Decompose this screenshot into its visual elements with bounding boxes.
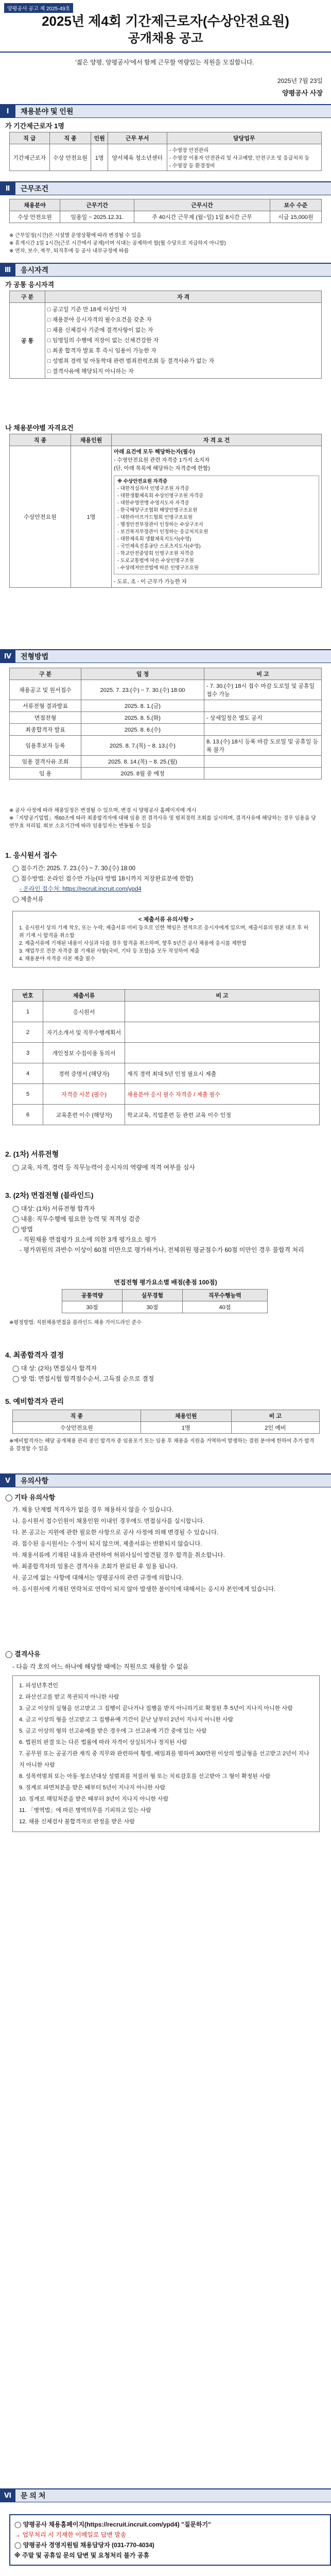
t7-header: 직 종 [13, 1410, 141, 1422]
s1-item: ◯ 접수방법: 온라인 접수만 가능(타 방법 18시까지 저장완료분에 한함) [12, 876, 193, 882]
section-4-title: 전형방법 [21, 652, 49, 660]
docs-cell: 2 [13, 1022, 43, 1043]
t4-cell: 1명 [71, 446, 112, 588]
docs-cell: 응시원서 [43, 1002, 125, 1022]
s4-item: ◯ 방 법: 면접시험 합격점수순서, 고득점 순으로 결정 [12, 1375, 154, 1382]
t1-cell: 수상 안전요원 [49, 144, 91, 171]
t5-cell: 면접전형 [10, 712, 81, 724]
s6-item: 마. 채용서류에 기재된 내용과 관련하여 허위사실이 발견될 경우 합격을 취소합니다. [12, 1552, 225, 1558]
qual-item: □ 공고일 기준 만 18세 이상인 자 [47, 307, 127, 313]
t7-header: 채용인원 [141, 1410, 231, 1422]
t4-header: 자 격 요 건 [112, 434, 322, 446]
docs-cell: 학교교육, 직업훈련 등 관련 교육 이수 인정 [125, 1105, 320, 1125]
t2-header: 근무기간 [60, 199, 134, 211]
docs-header: 번호 [13, 990, 43, 1002]
t2-cell: 수상 안전요원 [10, 211, 60, 223]
s2-item: ◯ 교육, 자격, 경력 등 직무능력이 응시자의 역량에 적격 여부를 심사 [12, 1164, 195, 1171]
qualification-table [9, 291, 322, 379]
section-2-bar [0, 181, 331, 195]
docs-cell [125, 1043, 320, 1063]
docs-cell: 자격증 사본 (필수) [43, 1084, 125, 1105]
docs-cell: 재직 경력 최대 5년 인정 필요시 제출 [125, 1063, 320, 1084]
req-line: - 보건복지부장관이 인정하는 응급처치요원 [117, 529, 208, 535]
section-4-num: Ⅳ [0, 650, 15, 663]
t1-cell: 양서체육 청소년센터 [108, 144, 167, 171]
docs-cell: 4 [13, 1063, 43, 1084]
s5-title: 5. 예비합격자 관리 [5, 1397, 64, 1405]
t5-cell: 2025. 8. 14.(목) ~ 8. 25.(월) [81, 756, 204, 768]
page-title: 2025년 제4회 기간제근로자(수상안전요원) [42, 13, 289, 29]
contact-line: ◯ 양평공사 경영지원팀 채용담당자 (031-770-4034) [14, 2541, 154, 2549]
s7-item: 8. 성폭력범죄 또는 아동·청소년대상 성범죄를 저질러 형 또는 치료감호를 선고받아 그 형이 확정된 사람 [19, 1773, 271, 1780]
t3-header: 자 격 [45, 291, 322, 303]
s7-item: 7. 공무원 또는 공공기관 재직 중 직무와 관련하여 횡령, 배임죄를 범하여 300만원 이상의 벌금형을 선고받고 2년이 지나지 아니한 사람 [19, 1751, 309, 1768]
s7-title: ◯ 결격사유 [5, 1650, 41, 1658]
section-3-bar [0, 263, 331, 277]
s7-item: 6. 법원의 판결 또는 다른 법률에 따라 자격이 상실되거나 정지된 사람 [19, 1739, 187, 1745]
s7-intro: - 다음 각 호의 어느 하나에 해당할 때에는 직원으로 채용할 수 없음 [12, 1663, 189, 1670]
t7-cell: 수상안전요원 [13, 1422, 141, 1434]
req-line: - 대한체육회 생활체육지도사(수영) [117, 536, 191, 542]
section-3-num: Ⅲ [0, 264, 15, 276]
req-line: - 대한수영연맹 수영지도자 자격증 [117, 500, 189, 506]
docs-cell: 6 [13, 1105, 43, 1125]
requirements-table [9, 434, 322, 588]
section-3b-sub: 나 채용분야별 자격요건 [5, 424, 74, 432]
docs-cell: 채용분야 응시 필수 자격증 / 제출 필수 [125, 1084, 320, 1105]
t5-cell: 채용공고 및 원서접수 [10, 680, 81, 700]
t2-header: 채용분야 [10, 199, 60, 211]
s1-box-item: 1. 응시원서 상의 기재 착오, 또는 누락, 제출서류 미비 등으로 인한 책임은 전적으로 응시자에게 있으며, 제출서류의 원본 대조 후 허위 기재 시 합격을 취소함 [19, 925, 309, 939]
schedule-notes [9, 807, 318, 830]
docs-cell: 경력 증명서 (해당자) [43, 1063, 125, 1084]
section-2-title: 근무조건 [21, 184, 49, 193]
section-1-title: 채용분야 및 인원 [21, 107, 74, 115]
req-line: - 도로교통법에 따른 수상인명구조원 [117, 558, 194, 564]
section-5-title: 유의사항 [21, 1477, 49, 1485]
docs-cell [125, 1002, 320, 1022]
s6-items [12, 1504, 321, 1595]
apply-link[interactable]: - 온라인 접수처: https://recruit.incruit.com/ypd4 [20, 886, 142, 892]
docs-cell: 3 [13, 1043, 43, 1063]
s6-item: 아. 응시원서에 기재된 연락처로 연락이 되지 않아 발생한 불이익에 대해서는 응시자 본인에게 있습니다. [12, 1586, 276, 1592]
license-box [114, 476, 319, 574]
note-line: ※ 근무일정(시간)은 시설별 운영상황에 따라 변경될 수 있음 [9, 233, 142, 239]
section-3-sub: 가 공통 응시자격 [5, 281, 55, 289]
s7-item: 4. 금고 이상의 형을 선고받고 그 집행유예 기간이 끝난 날부터 2년이 지나지 아니한 사람 [19, 1717, 234, 1723]
s6-item: 다. 본 공고는 지원에 관한 필요한 사항으로 공사 사정에 의해 변경될 수 있습니다. [12, 1530, 219, 1536]
contact-box [9, 2514, 331, 2566]
page-subtitle: 공개채용 공고 [128, 31, 203, 45]
s1-item: ◯ 접수기간: 2025. 7. 23.(수) ~ 7. 30.(수) 18:00 [12, 866, 136, 872]
s7-item: 9. 징계로 파면처분을 받은 때부터 5년이 지나지 아니한 사람 [19, 1785, 166, 1791]
t1-header: 직 급 [10, 132, 50, 144]
req-line: - 학교안전중앙회 인명구조원 자격증 [117, 551, 194, 556]
t5-cell: - 7. 30.(수) 18시 접수 마감 도로밀 및 공휴일 접수 가능 [204, 680, 322, 700]
s6-title: ◯ 기타 유의사항 [5, 1494, 56, 1501]
s1-items [12, 863, 321, 905]
note-line: ※ 휴게시간 1일 1시간(근로 시간에서 공제)이며 식대는 공제하여 함(월 수당으로 지급하지 아니함) [9, 241, 226, 246]
t4-text [112, 446, 322, 588]
conditions-table [9, 199, 322, 223]
qual-item: □ 채용 신체검사 기준에 결격사항이 없는 자 [47, 327, 153, 333]
t5-cell: 2025. 8. 5.(화) [81, 712, 204, 724]
t5-cell: 2025. 8. 6.(수) [81, 724, 204, 736]
t7-cell: 2인 예비 [231, 1422, 319, 1434]
section-4-bar [0, 649, 331, 663]
t4-header: 직 종 [10, 434, 71, 446]
section-1-sub: 가 기간제근로자 1명 [5, 122, 64, 130]
conditions-notes [9, 232, 318, 255]
t4-cell: 수상안전요원 [10, 446, 71, 588]
qual-item: □ 최종 합격자 발표 후 즉시 임용이 가능한 자 [47, 348, 156, 354]
s3-item: ◯ 방법 [12, 1226, 33, 1233]
t6-cell: 30점 [122, 1301, 182, 1313]
s6-item: 사. 공고에 없는 사항에 대해서는 양평공사의 관련 규정에 의합니다. [12, 1575, 183, 1581]
section-5-num: Ⅴ [0, 1475, 15, 1487]
contact-line: → 업무처리 시 기재한 이메일로 답변 발송 [14, 2531, 127, 2538]
section-6-title: 문 의 처 [21, 2492, 46, 2500]
t5-cell [204, 768, 322, 779]
t5-cell [204, 700, 322, 712]
t6-header: 직무수행능력 [182, 1290, 267, 1301]
positions-table [9, 132, 322, 171]
section-1-num: Ⅰ [0, 105, 15, 117]
s2-items [12, 1162, 321, 1173]
t2-cell: 주 40시간 근무제 (월~일) 1일 8시간 근무 [134, 211, 270, 223]
s1-box-title: < 제출서류 유의사항 > [138, 917, 194, 923]
t5-header: 구 분 [10, 668, 81, 680]
t6-title: 면접전형 평가요소별 배점(총점 100점) [114, 1279, 217, 1286]
t5-cell: 임 용 [10, 768, 81, 779]
req-line: (단, 아래 목록에 해당하는 자격증에 한함) [114, 465, 210, 471]
s3-item: - 평가위원의 과반수 이상이 60점 미만으로 평가하거나, 전체위원 평균점수가 60점 미만인 경우 불합격 처리 [20, 1246, 304, 1253]
s6-item: 나. 응시원서 접수인원이 채용인원 이내인 경우에도 면접심사를 실시합니다. [12, 1518, 205, 1524]
qual-item: □ 채용분야 응시자격의 필수요건을 갖춘 자 [47, 317, 152, 323]
s7-item: 5. 금고 이상의 형의 선고유예를 받은 경우에 그 선고유예 기간 중에 있는 사람 [19, 1728, 207, 1734]
section-1-bar [0, 104, 331, 118]
section-3-title: 응시자격 [21, 266, 49, 274]
req-line: - 수영안전요원 관련 자격증 1가지 소지자 [114, 457, 210, 463]
s2-title: 2. (1차) 서류전형 [5, 1150, 59, 1158]
s1-box-item: 2. 제출서류에 기재된 내용이 사실과 다를 경우 합격을 취소하며, 향후 5년간 공사 채용에 응시를 제한함 [19, 941, 247, 946]
req-line: 아래 요건에 모두 해당하는자(필수) [114, 449, 195, 455]
t2-cell: 임용일 ~ 2025.12.31. [60, 211, 134, 223]
t1-cell: 기간제근로자 [10, 144, 50, 171]
s6-item: 바. 최종합격자의 임용은 결격사유 조회가 완료된 후 임용 됩니다. [12, 1564, 178, 1570]
t2-header: 근무시간 [134, 199, 270, 211]
s3-items [12, 1204, 321, 1255]
qual-item: □ 성범죄 경력 및 아동학대 관련 범죄전력조회 등 결격사유가 없는 자 [47, 358, 215, 364]
s3-item: ◯ 대상: (1차) 서류전형 합격자 [12, 1205, 95, 1212]
t5-cell: 최종합격자 발표 [10, 724, 81, 736]
t1-header: 근무 부서 [108, 132, 167, 144]
docs-cell: 교육훈련 이수 (해당자) [43, 1105, 125, 1125]
req-line: - 한국해양구조협회 해양인명구조요원 [117, 507, 198, 513]
t5-cell: 서류전형 결과발표 [10, 700, 81, 712]
note-line: ※ 공사 사정에 따라 채용일정은 변경될 수 있으며, 변경 시 양평공사 홈페이지에 게시 [9, 808, 197, 814]
t5-cell: - 상세일정은 별도 공지 [204, 712, 322, 724]
notice-header [0, 12, 331, 53]
s1-title: 1. 응시원서 접수 [5, 851, 57, 859]
s1-item: ◯ 제출서류 [12, 896, 44, 903]
section-6-bar [0, 2488, 331, 2502]
req-line: - 도로, 조 - 이 근무가 가능한 자 [114, 579, 187, 585]
s1-notice-box [12, 911, 320, 968]
t5-cell: 2025. 8. 1.(금) [81, 700, 204, 712]
title-divider [0, 52, 331, 53]
t5-header: 비 고 [204, 668, 322, 680]
req-line: - 대한생활체육회 수상인명구조원 자격증 [117, 493, 204, 499]
s7-item: 1. 피성년후견인 [19, 1683, 58, 1689]
req-line: - 대한적십자사 인명구조원 자격증 [117, 486, 189, 492]
docs-cell: 5 [13, 1084, 43, 1105]
t5-cell [204, 756, 322, 768]
t3-items [45, 303, 322, 379]
s7-item: 3. 금고 이상의 실형을 선고받고 그 집행이 끝나거나 집행을 받지 아니하기로 확정된 후 5년이 지나지 아니한 사람 [19, 1705, 293, 1711]
t7-header: 비 고 [231, 1410, 319, 1422]
t7-cell: 1명 [141, 1422, 231, 1434]
section-2-num: Ⅱ [0, 182, 15, 195]
t6-cell: 30점 [62, 1301, 123, 1313]
s7-item: 12. 채용 신체검사 불합격자로 판정을 받은 사람 [19, 1819, 135, 1825]
t1-header: 직 종 [49, 132, 91, 144]
t6-cell: 40점 [182, 1301, 267, 1313]
s4-item: ◯ 대 상: (2차) 면접심사 합격자 [12, 1365, 97, 1372]
docs-header: 제출서류 [43, 990, 125, 1002]
s7-item: 10. 징계로 해임처분을 받은 때부터 3년이 지나지 아니한 사람 [19, 1796, 169, 1802]
t3-label: 공 통 [10, 303, 45, 379]
s7-item: 2. 파산선고를 받고 복권되지 아니한 사람 [19, 1694, 119, 1700]
s6-item: 가. 채용 단계별 적격자가 없을 경우 채용하지 않을 수 있습니다. [12, 1507, 173, 1513]
t2-header: 보수 수준 [270, 199, 321, 211]
s3-title: 3. (2차) 면접전형 (블라인드) [5, 1191, 94, 1199]
t5-cell: 8. 13.(수) 18시 등록 마감 도로밀 및 공휴일 등록 불가 [204, 736, 322, 756]
t6-note: ※평정방법: 직원채용면접을 블라인드 채용 가이드라인 준수 [9, 1320, 142, 1326]
t5-cell: 2025. 7. 23.(수) ~ 7. 30.(수) 18:00 [81, 680, 204, 700]
s4-items [12, 1363, 321, 1384]
docs-cell: 자기소개서 및 직무수행계획서 [43, 1022, 125, 1043]
t1-header: 인원 [91, 132, 108, 144]
docs-cell [125, 1022, 320, 1043]
docs-cell: 1 [13, 1002, 43, 1022]
req-line: - 국민체육진흥공단 스포츠지도사(수영) [117, 544, 201, 549]
t1-cell: - 수영장 안전관리 - 수영장 이용자 안전관리 및 사고예방, 안전구조 및 응급처치 등 - 수영장 등 환경정비 [167, 144, 321, 171]
t5-cell: 임용후보자 등록 [10, 736, 81, 756]
t5-cell: 임용 결격사유 조회 [10, 756, 81, 768]
req-line: - 대한라이프가드협회 인명구조요원 [117, 515, 193, 520]
notice-date: 2025년 7월 23일 [277, 77, 323, 84]
s1-box-item: 4. 채용분야 자격증 사본 제출 필수 [19, 956, 95, 962]
contact-line: ※ 주말 및 공휴일 문의 답변 및 요청처리 불가 공휴 [14, 2552, 149, 2559]
req-line: - 수상레저안전법에 따른 인명구조요원 [117, 565, 199, 571]
req-line: - 행정안전부장관이 인정하는 수상구조사 [117, 522, 204, 528]
documents-table [12, 989, 320, 1125]
contact-line[interactable]: ◯ 양평공사 채용홈페이지(https://recruit.incruit.com/ypd4) "질문하기" [14, 2521, 211, 2528]
s1-box-item: 3. 재업무로 전문 자격증 불 기재된 사항(국비, 기타 등 포함)을 모두 작성하여 제출 [19, 948, 200, 954]
t6-header: 실무경험 [122, 1290, 182, 1301]
t5-cell [204, 724, 322, 736]
reserve-table [12, 1410, 320, 1434]
t1-cell: 1명 [91, 144, 108, 171]
section-6-num: Ⅵ [0, 2489, 15, 2502]
t1-header: 담당업무 [167, 132, 321, 144]
qual-item: □ 임명일의 수행에 지장이 없는 신체건강한 자 [47, 337, 159, 344]
t5-header: 일 정 [81, 668, 204, 680]
s7-item: 11. 「병역법」에 따른 병역의무를 기피하고 있는 사람 [19, 1807, 151, 1814]
docs-cell: 개인정보 수집이용 동의서 [43, 1043, 125, 1063]
docs-header: 비 고 [125, 990, 320, 1002]
section-5-bar [0, 1473, 331, 1487]
s6-item: 라. 접수된 응시원서는 수정이 되지 않으며, 제출서류는 반환되지 않습니다. [12, 1541, 202, 1547]
qual-item: □ 결격사유에 해당되지 아니하는 자 [47, 368, 134, 375]
t4-header: 채용인원 [71, 434, 112, 446]
notice-org: 양평공사 사장 [282, 89, 323, 97]
interview-score-table [62, 1289, 268, 1313]
note-line: ※「지방공기업법」제60조에 따라 최종합격자에 대해 임용 전 결격사유 및 범죄경력 조회를 실시하며, 결격사유에 해당하는 경우 임용을 당연무효 처리됨. 회보 소요기간에 따라 임용일자는 변동될 수 있음 [9, 816, 316, 829]
disqualification-box [12, 1675, 320, 1832]
s4-title: 4. 최종합격자 결정 [5, 1351, 64, 1359]
notice-id: 양평공사 공고 제 2025-49호 [4, 3, 73, 13]
note-line: ※ 연차, 보수, 복무, 퇴직후에 등 공사 내부규정에 따름 [9, 248, 129, 254]
t7-note: ※예비합격자는 해당 공개채용 관리 중인 합격자 중 임용포기 또는 임용 후 채용을 지원을 거역하여 발생하는 결원 분야에 한하여 추가 합격을 결정할 수 있음 [9, 1438, 315, 1452]
s3-item: ◯ 내용: 직무수행에 필요한 능력 및 적격성 검증 [12, 1215, 141, 1223]
t2-cell: 시급 15,000원 [270, 211, 321, 223]
req-line: ※ 수상안전요원 자격증 [117, 479, 168, 484]
schedule-table [9, 668, 322, 779]
t5-cell: 2025. 8. 7.(목) ~ 8. 13.(수) [81, 736, 204, 756]
s3-item: - 직원채용 면접평가 요소에 의한 3개 평가요소 평가 [20, 1236, 156, 1243]
t3-header: 구 분 [10, 291, 45, 303]
t6-header: 공통역량 [62, 1290, 123, 1301]
intro-text: '젊은 양평, 양평공사'에서 함께 근무할 역량있는 직원을 모집합니다. [75, 59, 254, 66]
t5-cell: 2025. 8월 중 예정 [81, 768, 204, 779]
